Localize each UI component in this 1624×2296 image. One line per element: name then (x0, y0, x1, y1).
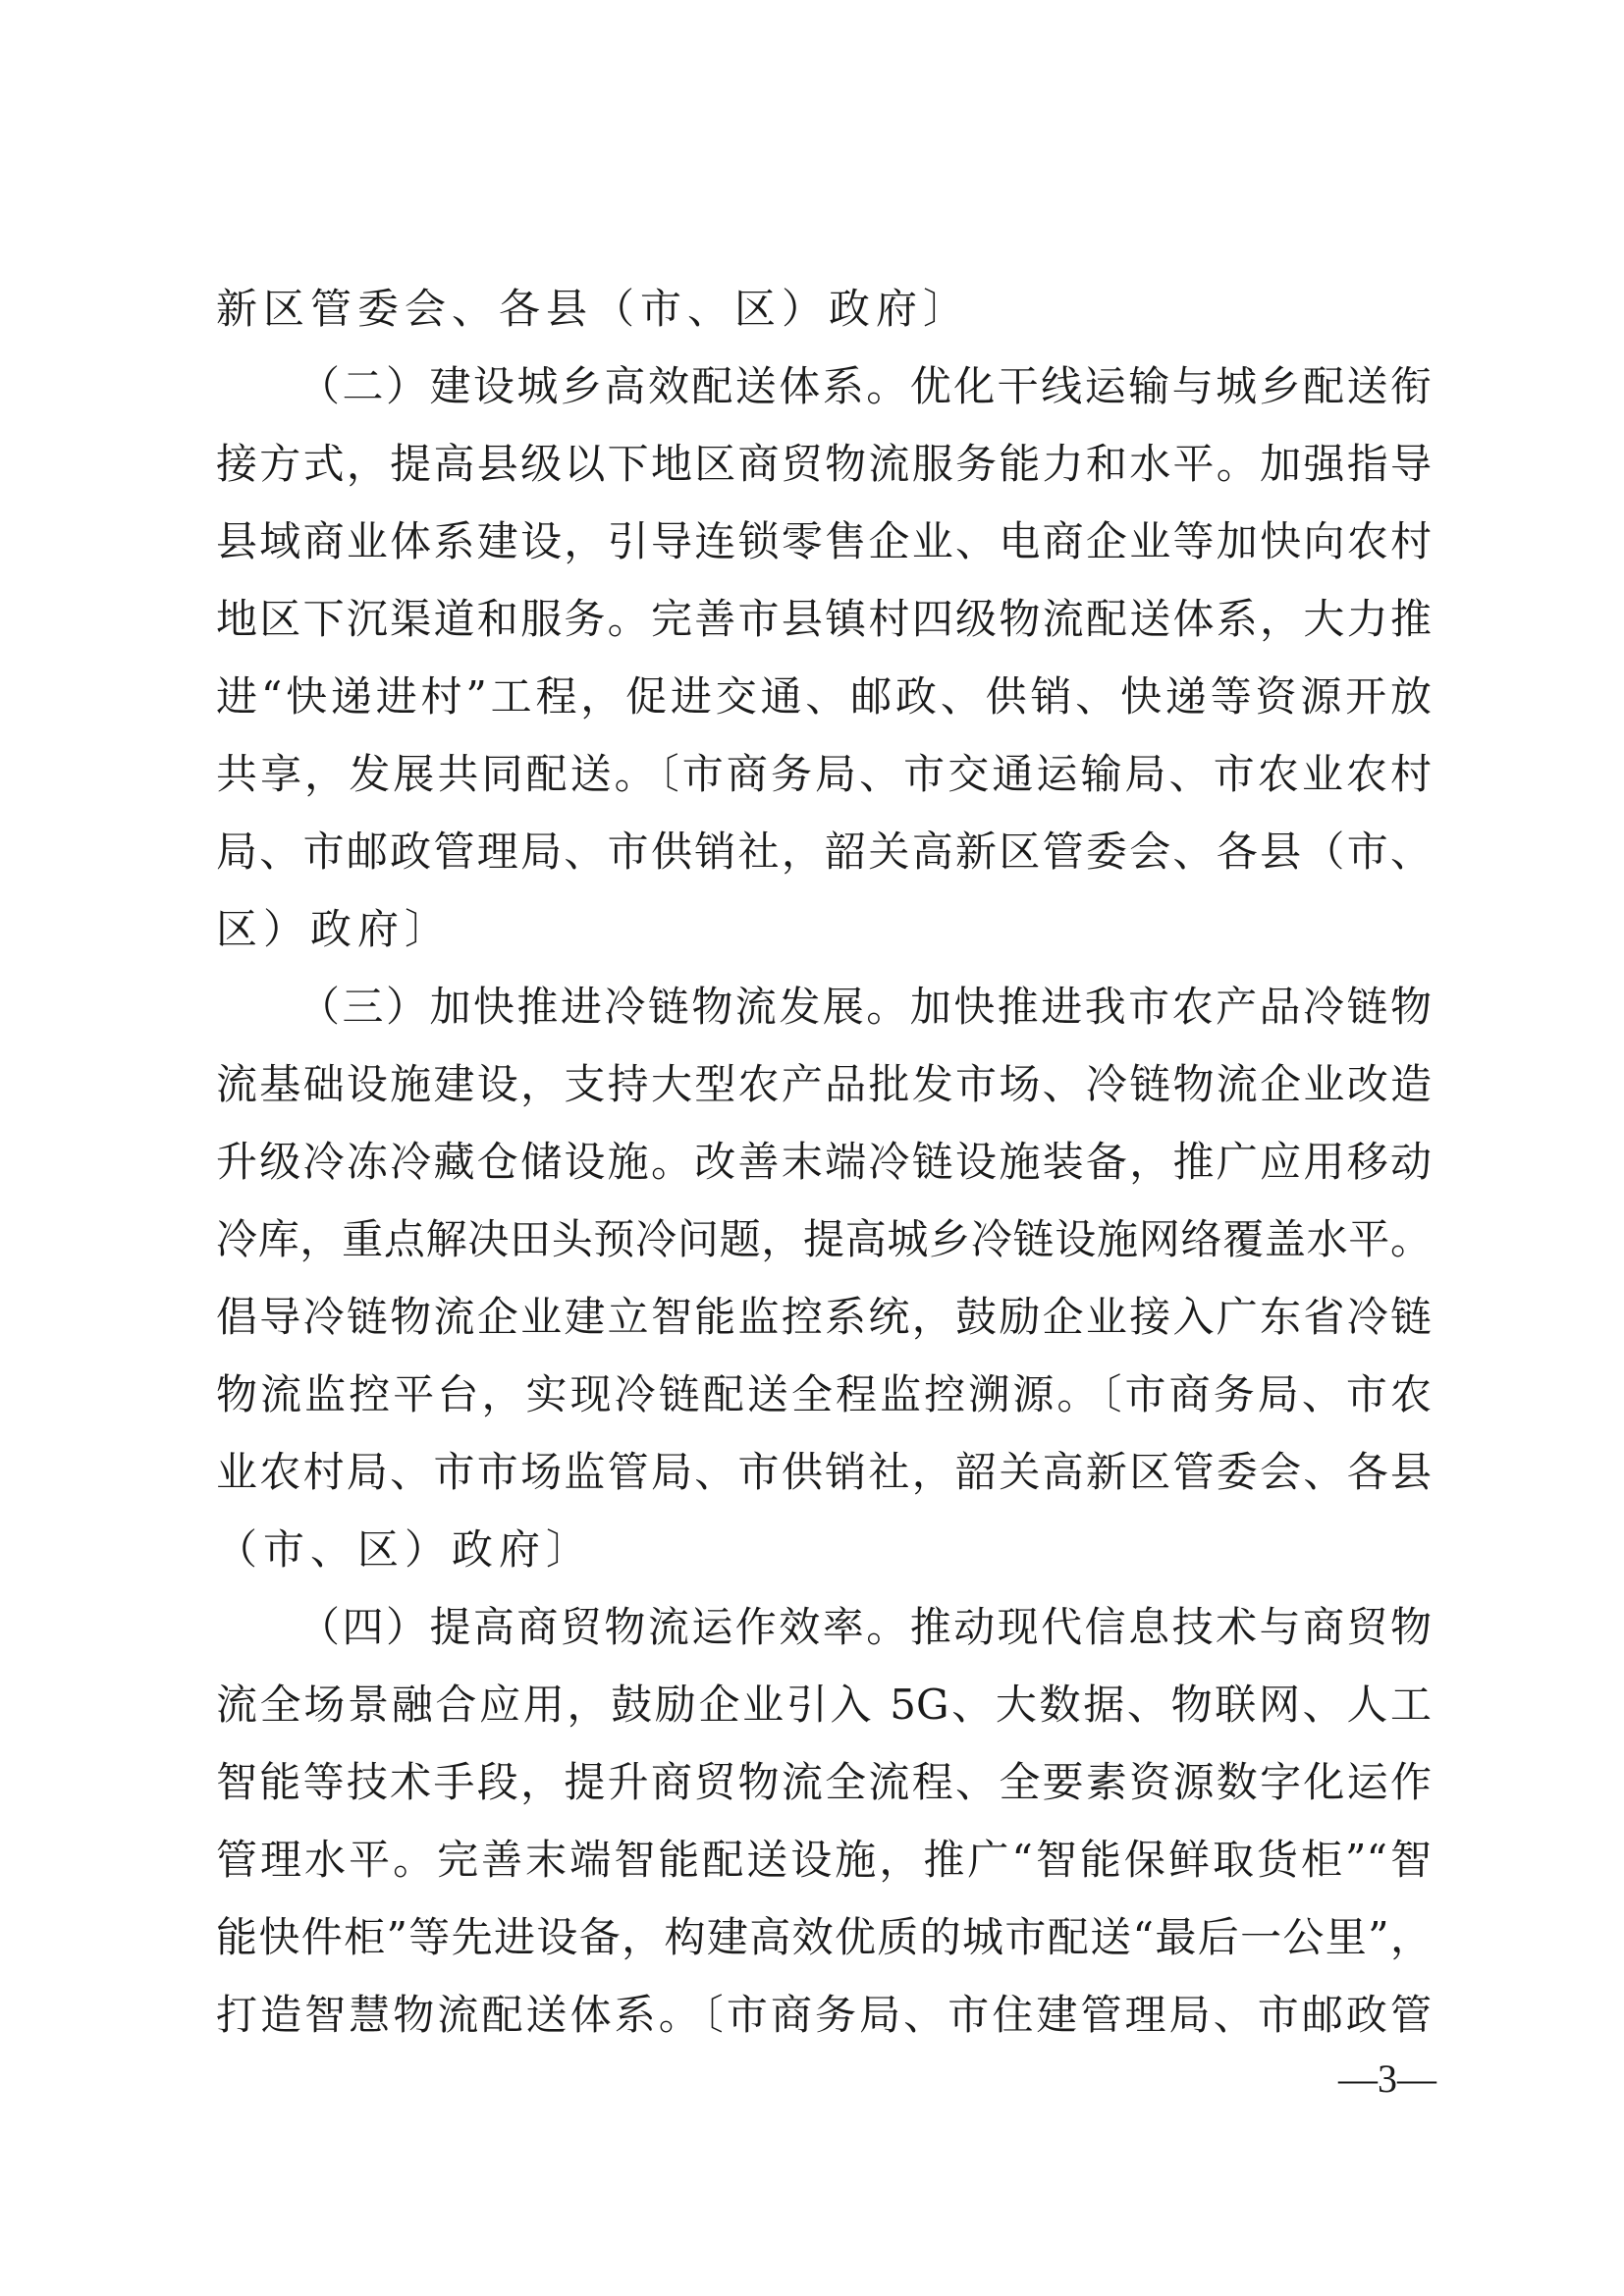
section-heading-line: （二）建设城乡高效配送体系。优化干线运输与城乡配送衔 (298, 362, 1432, 410)
text-line: 物流监控平台，实现冷链配送全程监控溯源。〔市商务局、市农 (216, 1370, 1432, 1418)
text-line: 共享，发展共同配送。〔市商务局、市交通运输局、市农业农村 (216, 750, 1432, 798)
text-line: 智能等技术手段，提升商贸物流全流程、全要素资源数字化运作 (216, 1758, 1432, 1806)
text-line: 区）政府〕 (216, 905, 453, 953)
text-line: （市、区）政府〕 (216, 1525, 594, 1574)
text-line: 新区管委会、各县（市、区）政府〕 (216, 285, 971, 333)
text-line: 县域商业体系建设，引导连锁零售企业、电商企业等加快向农村 (216, 517, 1432, 565)
text-line: 打造智慧物流配送体系。〔市商务局、市住建管理局、市邮政管 (216, 1991, 1432, 2039)
text-line: 冷库，重点解决田头预冷问题，提高城乡冷链设施网络覆盖水平。 (216, 1215, 1432, 1263)
section-heading-line: （三）加快推进冷链物流发展。加快推进我市农产品冷链物 (298, 983, 1432, 1031)
text-line: 地区下沉渠道和服务。完善市县镇村四级物流配送体系，大力推 (216, 595, 1432, 643)
text-line: 流基础设施建设，支持大型农产品批发市场、冷链物流企业改造 (216, 1060, 1432, 1108)
text-line: 升级冷冻冷藏仓储设施。改善末端冷链设施装备，推广应用移动 (216, 1138, 1432, 1186)
text-line: 倡导冷链物流企业建立智能监控系统，鼓励企业接入广东省冷链 (216, 1293, 1432, 1341)
text-line: 管理水平。完善末端智能配送设施，推广“智能保鲜取货柜”“智 (216, 1836, 1432, 1884)
text-line: 流全场景融合应用，鼓励企业引入 5G、大数据、物联网、人工 (216, 1681, 1432, 1729)
document-body (216, 270, 1432, 2054)
text-line: 进“快递进村”工程，促进交通、邮政、供销、快递等资源开放 (216, 672, 1432, 721)
page-number: —3— (1338, 2056, 1436, 2101)
text-line: 能快件柜”等先进设备，构建高效优质的城市配送“最后一公里”， (216, 1913, 1432, 1961)
text-line: 接方式，提高县级以下地区商贸物流服务能力和水平。加强指导 (216, 440, 1432, 488)
text-line: 局、市邮政管理局、市供销社，韶关高新区管委会、各县（市、 (216, 828, 1432, 876)
text-line: 业农村局、市市场监管局、市供销社，韶关高新区管委会、各县 (216, 1448, 1432, 1496)
section-heading-line: （四）提高商贸物流运作效率。推动现代信息技术与商贸物 (298, 1603, 1432, 1651)
